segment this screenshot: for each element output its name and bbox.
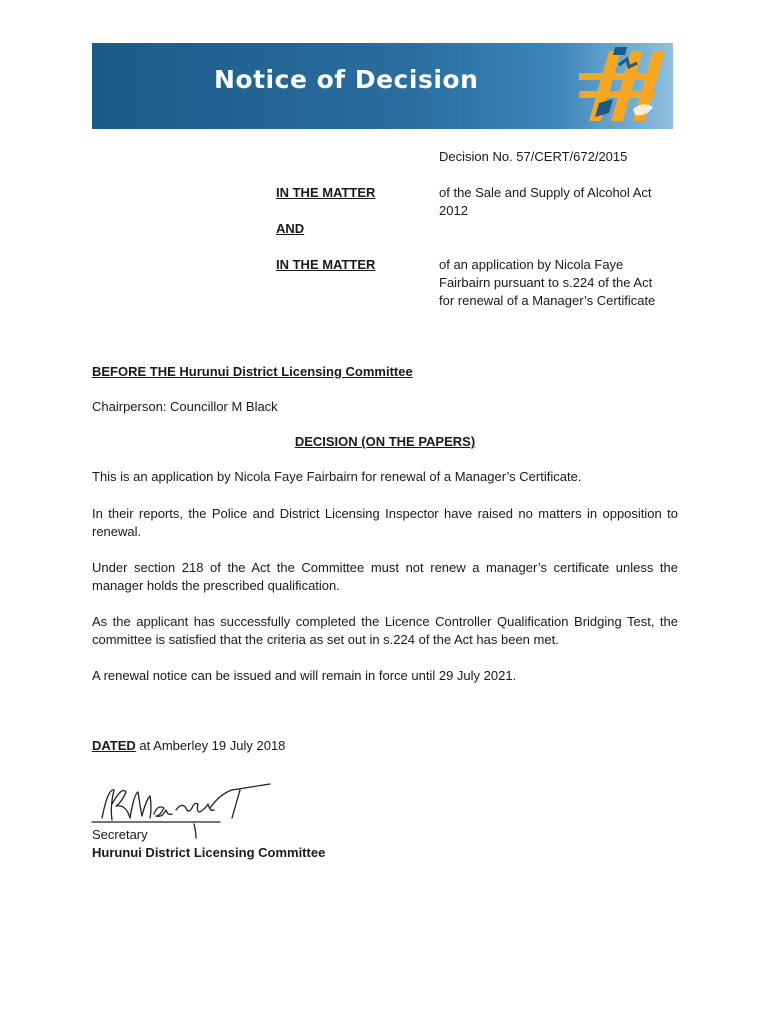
- paragraph-5: A renewal notice can be issued and will remain in force until 29 July 2021.: [92, 668, 517, 683]
- decision-number: Decision No. 57/CERT/672/2015: [439, 149, 628, 164]
- paragraph-4: As the applicant has successfully completed the Licence Controller Qualification Bridging Test, the committee is satisfied that the criteria as set out in s.224 of the Act has been met.: [92, 614, 678, 647]
- decision-heading: DECISION (ON THE PAPERS): [294, 434, 476, 449]
- signatory-role: Secretary: [92, 827, 148, 842]
- paragraph-3: Under section 218 of the Act the Committee must not renew a manager’s certificate unless the manager holds the prescribed qualification.: [92, 560, 678, 593]
- header-banner: [92, 43, 673, 129]
- dated-line: [92, 737, 285, 755]
- matter-label-and: AND: [276, 221, 305, 236]
- hurunui-district-logo-icon: [579, 43, 671, 129]
- matter-text-1: of the Sale and Supply of Alcohol Act 2012: [439, 185, 652, 218]
- dated-label: DATED: [92, 738, 136, 753]
- page-title: Notice of Decision: [214, 65, 479, 94]
- paragraph-2: In their reports, the Police and District Licensing Inspector have raised no matters in opposition to renewal.: [92, 506, 678, 539]
- matter-label-1: IN THE MATTER: [276, 185, 376, 200]
- matter-text-2: of an application by Nicola Faye Fairbairn pursuant to s.224 of the Act for renewal of a Manager’s Certificate: [439, 257, 656, 308]
- signatory-organisation: Hurunui District Licensing Committee: [92, 845, 326, 860]
- paragraph-1: This is an application by Nicola Faye Fairbairn for renewal of a Manager’s Certificate.: [92, 469, 582, 484]
- before-committee: BEFORE THE Hurunui District Licensing Committee: [92, 364, 413, 379]
- matter-label-2: IN THE MATTER: [276, 257, 376, 272]
- chairperson: Chairperson: Councillor M Black: [92, 399, 278, 414]
- dated-text: at Amberley 19 July 2018: [135, 738, 286, 753]
